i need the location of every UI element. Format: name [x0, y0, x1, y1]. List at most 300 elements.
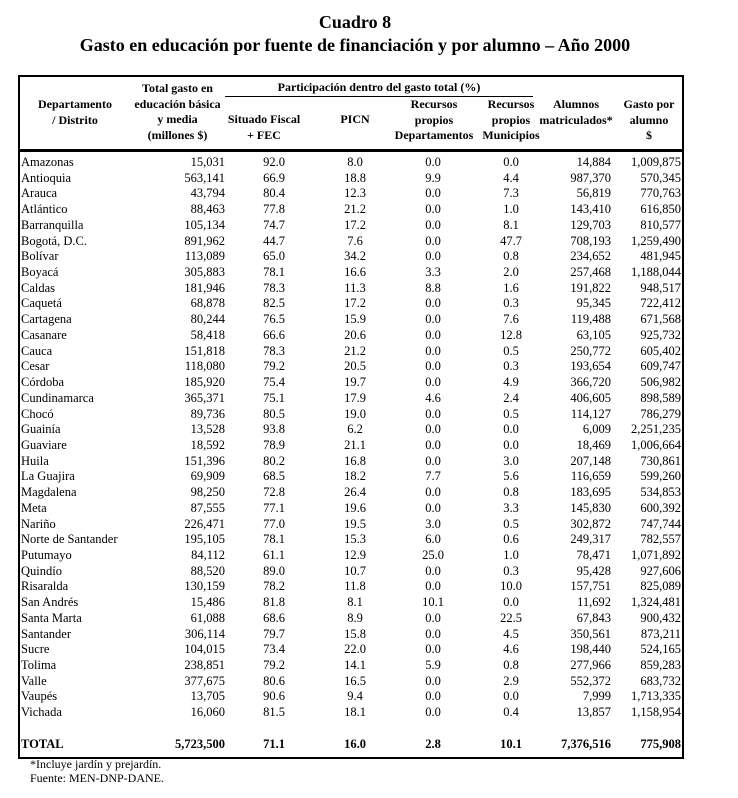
- cell-departamento: San Andrés: [21, 595, 79, 610]
- cell-recursos-municipios: 22.5: [500, 610, 522, 625]
- cell-picn: 20.5: [344, 359, 366, 374]
- cell-situado-fiscal: 65.0: [263, 249, 285, 264]
- cell-situado-fiscal: 77.8: [263, 202, 285, 217]
- cell-gasto-alumno: 1,158,954: [631, 705, 681, 720]
- cell-situado-fiscal: 68.5: [263, 469, 285, 484]
- table-row: [20, 155, 682, 171]
- cell-departamento: La Guajira: [21, 469, 75, 484]
- cell-situado-fiscal: 78.9: [263, 437, 285, 452]
- cell-situado-fiscal: 80.2: [263, 453, 285, 468]
- cell-recursos-municipios: 0.8: [503, 249, 519, 264]
- table-row: [20, 564, 682, 580]
- cell-recursos-departamentos: 0.0: [425, 500, 441, 515]
- cell-recursos-municipios: 10.0: [500, 579, 522, 594]
- total-gasto-alumno: 775,908: [640, 737, 681, 751]
- cell-departamento: Caldas: [21, 280, 56, 295]
- table-row: [20, 454, 682, 470]
- cell-recursos-departamentos: 0.0: [425, 186, 441, 201]
- table-row: [20, 328, 682, 344]
- cell-situado-fiscal: 72.8: [263, 485, 285, 500]
- cell-total-gasto: 226,471: [184, 516, 225, 531]
- cell-picn: 16.5: [344, 673, 366, 688]
- cell-alumnos: 987,370: [570, 170, 611, 185]
- cell-recursos-municipios: 0.3: [503, 563, 519, 578]
- cell-total-gasto: 185,920: [184, 375, 225, 390]
- cell-total-gasto: 305,883: [184, 265, 225, 280]
- cell-alumnos: 129,703: [570, 217, 611, 232]
- table-row: [20, 422, 682, 438]
- table-row: [20, 548, 682, 564]
- cell-departamento: Norte de Santander: [21, 532, 118, 547]
- cell-gasto-alumno: 605,402: [640, 343, 681, 358]
- header-departamento: [20, 97, 130, 128]
- cell-alumnos: 119,488: [570, 312, 611, 327]
- cell-recursos-departamentos: 8.8: [425, 280, 441, 295]
- cell-recursos-municipios: 0.3: [503, 359, 519, 374]
- cell-alumnos: 257,468: [570, 265, 611, 280]
- total-total-gasto: 5,723,500: [175, 737, 225, 751]
- cell-recursos-municipios: 0.6: [503, 532, 519, 547]
- cell-recursos-departamentos: 0.0: [425, 673, 441, 688]
- header-line: $: [646, 128, 652, 142]
- header-line: y media: [157, 112, 198, 126]
- total-departamento: TOTAL: [21, 737, 64, 751]
- cell-total-gasto: 89,736: [190, 406, 225, 421]
- cell-recursos-departamentos: 0.0: [425, 437, 441, 452]
- cell-situado-fiscal: 78.3: [263, 343, 285, 358]
- cell-picn: 8.0: [347, 155, 363, 169]
- cell-total-gasto: 195,105: [184, 532, 225, 547]
- cell-total-gasto: 118,080: [184, 359, 225, 374]
- cell-total-gasto: 80,244: [190, 312, 225, 327]
- cell-total-gasto: 13,705: [190, 689, 225, 704]
- cell-total-gasto: 98,250: [190, 485, 225, 500]
- cell-departamento: Bolívar: [21, 249, 59, 264]
- cell-alumnos: 7,999: [582, 689, 611, 704]
- cell-picn: 8.1: [347, 595, 363, 610]
- cell-situado-fiscal: 90.6: [263, 689, 285, 704]
- total-alumnos: 7,376,516: [561, 737, 611, 751]
- cell-recursos-municipios: 0.8: [503, 485, 519, 500]
- cell-recursos-departamentos: 0.0: [425, 485, 441, 500]
- cell-picn: 21.2: [344, 202, 366, 217]
- cell-alumnos: 18,469: [576, 437, 611, 452]
- cell-picn: 16.6: [344, 265, 366, 280]
- cell-picn: 8.9: [347, 610, 363, 625]
- table-row: [20, 532, 682, 548]
- cell-recursos-departamentos: 0.0: [425, 327, 441, 342]
- cell-alumnos: 234,652: [570, 249, 611, 264]
- cell-picn: 14.1: [344, 658, 366, 672]
- cell-total-gasto: 43,794: [190, 186, 225, 201]
- cell-gasto-alumno: 948,517: [640, 280, 681, 295]
- cell-situado-fiscal: 78.2: [263, 579, 285, 594]
- cell-gasto-alumno: 609,747: [640, 359, 681, 374]
- cell-recursos-departamentos: 0.0: [425, 642, 441, 657]
- cell-recursos-municipios: 4.9: [503, 375, 519, 390]
- cell-picn: 17.2: [344, 296, 366, 311]
- cell-situado-fiscal: 80.4: [263, 186, 285, 201]
- cell-total-gasto: 151,396: [184, 453, 225, 468]
- cell-picn: 16.8: [344, 453, 366, 468]
- cell-total-gasto: 18,592: [190, 437, 225, 452]
- cell-picn: 15.3: [344, 532, 366, 547]
- cell-total-gasto: 69,909: [190, 469, 225, 484]
- cell-recursos-municipios: 8.1: [503, 217, 519, 232]
- cell-recursos-departamentos: 0.0: [425, 422, 441, 437]
- header-line: matriculados*: [539, 112, 613, 127]
- cell-picn: 18.1: [344, 705, 366, 720]
- cell-recursos-departamentos: 0.0: [425, 689, 441, 704]
- cell-total-gasto: 181,946: [184, 280, 225, 295]
- cell-recursos-departamentos: 0.0: [425, 375, 441, 390]
- cell-departamento: Valle: [21, 673, 47, 688]
- cell-total-gasto: 113,089: [184, 249, 225, 264]
- cell-recursos-municipios: 0.0: [503, 437, 519, 452]
- cell-departamento: Cundinamarca: [21, 390, 94, 405]
- cell-departamento: Cauca: [21, 343, 53, 358]
- cell-picn: 21.2: [344, 343, 366, 358]
- cell-recursos-departamentos: 0.0: [425, 249, 441, 264]
- cell-alumnos: 13,857: [576, 705, 611, 720]
- table-number: Cuadro 8: [318, 12, 392, 32]
- cell-recursos-municipios: 5.6: [503, 469, 519, 484]
- cell-departamento: Chocó: [21, 406, 54, 421]
- header-line: Departamento: [38, 97, 112, 111]
- cell-recursos-municipios: 1.6: [503, 280, 519, 295]
- cell-gasto-alumno: 506,982: [640, 375, 681, 390]
- table-row: [20, 501, 682, 517]
- cell-departamento: Córdoba: [21, 375, 65, 390]
- cell-alumnos: 350,561: [570, 626, 611, 641]
- cell-recursos-municipios: 0.5: [503, 343, 519, 358]
- cell-gasto-alumno: 747,744: [640, 516, 681, 531]
- cell-recursos-departamentos: 0.0: [425, 359, 441, 374]
- cell-recursos-municipios: 2.9: [503, 673, 519, 688]
- table-row: [20, 595, 682, 611]
- cell-recursos-departamentos: 3.3: [425, 265, 441, 280]
- cell-total-gasto: 87,555: [190, 500, 225, 515]
- table-row: [20, 391, 682, 407]
- table-row: [20, 186, 682, 202]
- cell-recursos-departamentos: 5.9: [425, 658, 441, 672]
- cell-alumnos: 63,105: [576, 327, 611, 342]
- cell-gasto-alumno: 1,006,664: [631, 437, 681, 452]
- cell-departamento: Vaupés: [21, 689, 58, 704]
- cell-departamento: Risaralda: [21, 579, 69, 594]
- cell-picn: 19.7: [344, 375, 366, 390]
- cell-total-gasto: 16,060: [190, 705, 225, 720]
- cell-situado-fiscal: 77.0: [263, 516, 285, 531]
- cell-total-gasto: 104,015: [184, 642, 225, 657]
- cell-alumnos: 11,692: [577, 595, 611, 610]
- cell-gasto-alumno: 825,089: [640, 579, 681, 594]
- footnote: *Incluye jardín y prejardín.: [30, 757, 162, 771]
- cell-total-gasto: 15,031: [190, 155, 225, 169]
- cell-alumnos: 157,751: [570, 579, 611, 594]
- cell-recursos-departamentos: 25.0: [422, 547, 444, 562]
- cell-departamento: Antioquia: [21, 170, 71, 185]
- header-line: + FEC: [247, 127, 281, 142]
- cell-situado-fiscal: 78.3: [263, 280, 285, 295]
- cell-alumnos: 406,605: [570, 390, 611, 405]
- cell-departamento: Guainía: [21, 422, 61, 437]
- cell-situado-fiscal: 68.6: [263, 610, 285, 625]
- table-row: [20, 438, 682, 454]
- cell-picn: 12.9: [344, 547, 366, 562]
- cell-gasto-alumno: 2,251,235: [631, 422, 681, 437]
- cell-recursos-municipios: 0.3: [503, 296, 519, 311]
- cell-situado-fiscal: 75.4: [263, 375, 285, 390]
- cell-recursos-municipios: 1.0: [503, 202, 519, 217]
- cell-situado-fiscal: 76.5: [263, 312, 285, 327]
- cell-alumnos: 183,695: [570, 485, 611, 500]
- cell-departamento: Huila: [21, 453, 49, 468]
- cell-gasto-alumno: 1,188,044: [631, 265, 681, 280]
- cell-recursos-municipios: 1.0: [503, 547, 519, 562]
- header-total-gasto: [125, 81, 230, 143]
- cell-recursos-departamentos: 4.6: [425, 390, 441, 405]
- cell-total-gasto: 306,114: [184, 626, 225, 641]
- cell-picn: 10.7: [344, 563, 366, 578]
- header-alumnos: [530, 97, 622, 128]
- header-separator: [20, 149, 682, 152]
- cell-recursos-municipios: 0.0: [503, 689, 519, 704]
- cell-picn: 19.5: [344, 516, 366, 531]
- cell-picn: 19.6: [344, 500, 366, 515]
- table-row: [20, 469, 682, 485]
- table-row: [20, 281, 682, 297]
- cell-alumnos: 198,440: [570, 642, 611, 657]
- cell-recursos-departamentos: 0.0: [425, 312, 441, 327]
- cell-recursos-municipios: 4.6: [503, 642, 519, 657]
- cell-picn: 17.9: [344, 390, 366, 405]
- cell-recursos-municipios: 7.6: [503, 312, 519, 327]
- cell-gasto-alumno: 1,713,335: [631, 689, 681, 704]
- header-line: PICN: [340, 112, 370, 126]
- cell-alumnos: 14,884: [576, 155, 611, 169]
- cell-picn: 20.6: [344, 327, 366, 342]
- cell-recursos-departamentos: 3.0: [425, 516, 441, 531]
- cell-gasto-alumno: 925,732: [640, 327, 681, 342]
- cell-departamento: Tolima: [21, 658, 57, 672]
- table-row: [20, 375, 682, 391]
- table-row: [20, 642, 682, 658]
- cell-total-gasto: 377,675: [184, 673, 225, 688]
- cell-situado-fiscal: 61.1: [263, 547, 285, 562]
- cell-situado-fiscal: 80.6: [263, 673, 285, 688]
- table-title: Gasto en educación por fuente de financiación y por alumno – Año 2000: [79, 35, 631, 55]
- cell-picn: 34.2: [344, 249, 366, 264]
- table-row: [20, 218, 682, 234]
- cell-total-gasto: 105,134: [184, 217, 225, 232]
- cell-alumnos: 207,148: [570, 453, 611, 468]
- cell-departamento: Atlántico: [21, 202, 68, 217]
- cell-picn: 6.2: [347, 422, 363, 437]
- cell-picn: 18.8: [344, 170, 366, 185]
- header-recursos-departamentos: [389, 97, 479, 144]
- cell-departamento: Guaviare: [21, 437, 67, 452]
- cell-gasto-alumno: 730,861: [640, 453, 681, 468]
- cell-recursos-municipios: 2.0: [503, 265, 519, 280]
- cell-recursos-departamentos: 0.0: [425, 217, 441, 232]
- cell-situado-fiscal: 89.0: [263, 563, 285, 578]
- cell-situado-fiscal: 77.1: [263, 500, 285, 515]
- cell-situado-fiscal: 73.4: [263, 642, 285, 657]
- cell-gasto-alumno: 722,412: [640, 296, 681, 311]
- cell-picn: 26.4: [344, 485, 366, 500]
- cell-situado-fiscal: 79.2: [263, 359, 285, 374]
- cell-total-gasto: 58,418: [190, 327, 225, 342]
- cell-recursos-municipios: 0.8: [503, 658, 519, 672]
- cell-picn: 12.3: [344, 186, 366, 201]
- cell-total-gasto: 151,818: [184, 343, 225, 358]
- cell-recursos-departamentos: 0.0: [425, 155, 441, 169]
- cell-gasto-alumno: 683,732: [640, 673, 681, 688]
- table-row: [20, 344, 682, 360]
- cell-departamento: Cesar: [21, 359, 50, 374]
- total-recursos-departamentos: 2.8: [425, 737, 441, 751]
- cell-situado-fiscal: 80.5: [263, 406, 285, 421]
- table-row: [20, 674, 682, 690]
- header-line: Recursos: [410, 97, 458, 111]
- cell-situado-fiscal: 79.2: [263, 658, 285, 672]
- cell-picn: 19.0: [344, 406, 366, 421]
- cell-alumnos: 302,872: [570, 516, 611, 531]
- cell-gasto-alumno: 599,260: [640, 469, 681, 484]
- cell-alumnos: 116,659: [570, 469, 611, 484]
- cell-picn: 11.3: [344, 280, 366, 295]
- cell-recursos-municipios: 4.4: [503, 170, 519, 185]
- cell-total-gasto: 13,528: [190, 422, 225, 437]
- source-note: Fuente: MEN-DNP-DANE.: [30, 771, 164, 785]
- total-row: [20, 735, 682, 753]
- cell-alumnos: 114,127: [570, 406, 611, 421]
- cell-alumnos: 67,843: [576, 610, 611, 625]
- cell-total-gasto: 563,141: [184, 170, 225, 185]
- cell-gasto-alumno: 927,606: [640, 563, 681, 578]
- cell-recursos-departamentos: 0.0: [425, 705, 441, 720]
- cell-recursos-departamentos: 0.0: [425, 579, 441, 594]
- table-row: [20, 579, 682, 595]
- cell-gasto-alumno: 1,324,481: [631, 595, 681, 610]
- cell-departamento: Santa Marta: [21, 610, 82, 625]
- cell-recursos-municipios: 2.4: [503, 390, 519, 405]
- table-row: [20, 359, 682, 375]
- cell-gasto-alumno: 782,557: [640, 532, 681, 547]
- cell-situado-fiscal: 78.1: [263, 532, 285, 547]
- table-body: [20, 155, 682, 721]
- cell-recursos-municipios: 7.3: [503, 186, 519, 201]
- header-line: Recursos: [487, 97, 535, 111]
- cell-total-gasto: 61,088: [190, 610, 225, 625]
- cell-departamento: Bogotá, D.C.: [21, 233, 87, 248]
- table-row: [20, 202, 682, 218]
- cell-recursos-departamentos: 0.0: [425, 296, 441, 311]
- cell-picn: 18.2: [344, 469, 366, 484]
- cell-gasto-alumno: 1,071,892: [631, 547, 681, 562]
- cell-picn: 15.8: [344, 626, 366, 641]
- total-recursos-municipios: 10.1: [500, 737, 522, 751]
- cell-gasto-alumno: 616,850: [640, 202, 681, 217]
- table-row: [20, 249, 682, 265]
- header-line: Situado Fiscal: [227, 112, 301, 126]
- total-picn: 16.0: [344, 737, 366, 751]
- cell-situado-fiscal: 82.5: [263, 296, 285, 311]
- cell-situado-fiscal: 92.0: [263, 155, 285, 169]
- header-group-participacion: Participación dentro del gasto total (%): [277, 80, 481, 94]
- table-row: [20, 171, 682, 187]
- cell-gasto-alumno: 898,589: [640, 390, 681, 405]
- cell-situado-fiscal: 66.9: [263, 170, 285, 185]
- cell-total-gasto: 88,463: [190, 202, 225, 217]
- cell-alumnos: 250,772: [570, 343, 611, 358]
- table-row: [20, 658, 682, 674]
- header-line: Total gasto en: [142, 81, 213, 95]
- table-row: [20, 485, 682, 501]
- header-picn: [315, 112, 395, 128]
- cell-gasto-alumno: 770,763: [640, 186, 681, 201]
- table-row: [20, 296, 682, 312]
- cell-alumnos: 95,428: [576, 563, 611, 578]
- header-line: propios: [414, 112, 454, 127]
- cell-alumnos: 56,819: [576, 186, 611, 201]
- cell-gasto-alumno: 534,853: [640, 485, 681, 500]
- cell-recursos-municipios: 0.0: [503, 422, 519, 437]
- cell-gasto-alumno: 524,165: [640, 642, 681, 657]
- cell-total-gasto: 88,520: [190, 563, 225, 578]
- cell-alumnos: 193,654: [570, 359, 611, 374]
- cell-departamento: Quindío: [21, 563, 62, 578]
- cell-alumnos: 708,193: [570, 233, 611, 248]
- cell-alumnos: 78,471: [576, 547, 611, 562]
- table-row: [20, 611, 682, 627]
- header-line: alumno: [629, 112, 669, 127]
- cell-recursos-departamentos: 0.0: [425, 626, 441, 641]
- cell-alumnos: 552,372: [570, 673, 611, 688]
- header-gasto-alumno: [616, 97, 682, 144]
- cell-picn: 9.4: [347, 689, 363, 704]
- cell-situado-fiscal: 78.1: [263, 265, 285, 280]
- cell-recursos-municipios: 4.5: [503, 626, 519, 641]
- cell-alumnos: 145,830: [570, 500, 611, 515]
- cell-recursos-departamentos: 0.0: [425, 233, 441, 248]
- cell-total-gasto: 15,486: [190, 595, 225, 610]
- cell-situado-fiscal: 79.7: [263, 626, 285, 641]
- cell-departamento: Putumayo: [21, 547, 72, 562]
- header-line: Municipios: [482, 128, 540, 142]
- cell-departamento: Sucre: [21, 642, 50, 657]
- cell-total-gasto: 84,112: [191, 547, 225, 562]
- cell-departamento: Casanare: [21, 327, 67, 342]
- cell-departamento: Vichada: [21, 705, 62, 720]
- cell-gasto-alumno: 600,392: [640, 500, 681, 515]
- cell-total-gasto: 238,851: [184, 658, 225, 672]
- cell-total-gasto: 365,371: [184, 390, 225, 405]
- header-line: educación básica: [134, 96, 221, 111]
- header-line: / Distrito: [52, 112, 98, 127]
- cell-gasto-alumno: 570,345: [640, 170, 681, 185]
- cell-recursos-departamentos: 0.0: [425, 202, 441, 217]
- table-row: [20, 705, 682, 721]
- cell-situado-fiscal: 74.7: [263, 217, 285, 232]
- cell-situado-fiscal: 44.7: [263, 233, 285, 248]
- cell-departamento: Cartagena: [21, 312, 72, 327]
- cell-gasto-alumno: 900,432: [640, 610, 681, 625]
- cell-departamento: Arauca: [21, 186, 58, 201]
- table-row: [20, 312, 682, 328]
- cell-alumnos: 191,822: [570, 280, 611, 295]
